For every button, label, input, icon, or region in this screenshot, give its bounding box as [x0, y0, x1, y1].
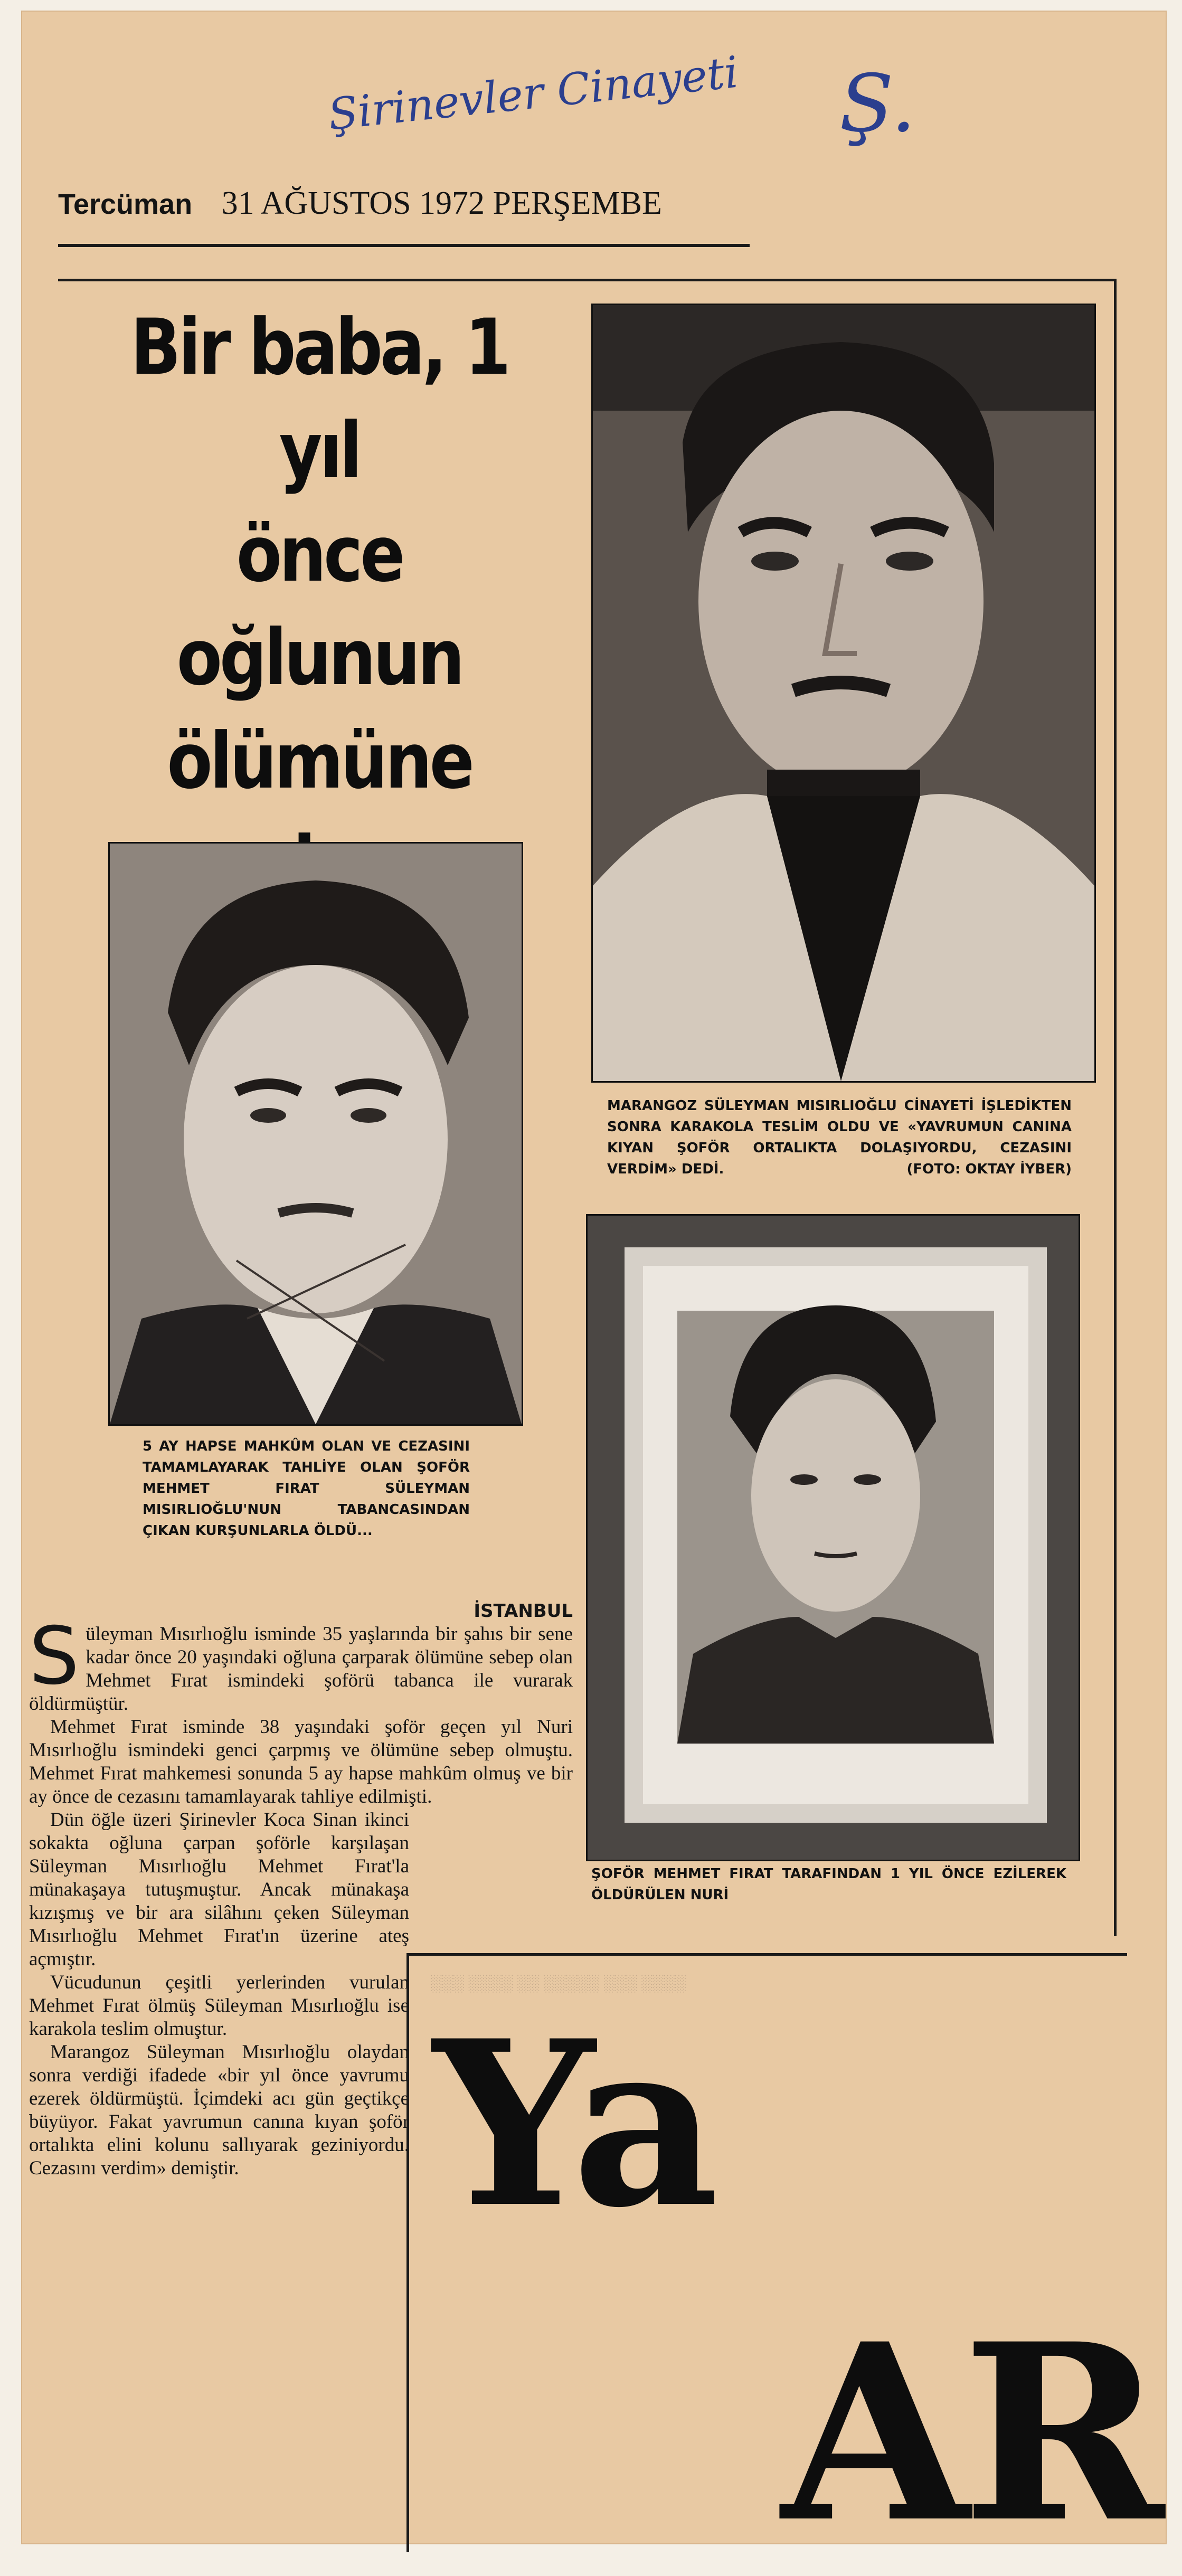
caption-mehmet: 5 AY HAPSE MAHKÛM OLAN VE CEZASINI TAMAMLAYARAK TAHLİYE OLAN ŞOFÖR MEHMET FIRAT SÜLEYMAN MISIRLIOĞLU'NUN TABANCASINDAN ÇIKAN KURŞUNLARLA ÖLDÜ... [143, 1438, 470, 1539]
issue-date: 31 AĞUSTOS 1972 PERŞEMBE [221, 185, 662, 221]
article-paragraph-text: üleyman Mısırlıoğlu isminde 35 yaşlarında bir şahıs bir sene kadar önce 20 yaşındaki oğluna çarparak ölümüne sebep olan Mehmet Fırat ismindeki şoförü tabanca ile vurarak öldürmüştür. [29, 1623, 573, 1715]
caption-nuri: ŞOFÖR MEHMET FIRAT TARAFINDAN 1 YIL ÖNCE EZİLEREK ÖLDÜRÜLEN NURİ [591, 1866, 1066, 1903]
article-paragraph: Dün öğle üzeri Şirinevler Koca Sinan ikinci sokakta oğluna çarpan şoförle karşılaşan Süleyman Mısırlıoğlu Mehmet Fırat'la münakaşaya tutuşmuştur. Ancak münakaşa kızışmış ve bir ara silâhını çeken Süleyman Mısırlıoğlu Mehmet Fırat'ın üzerine ateş açmıştır. [29, 1809, 409, 1970]
handwritten-note: Şirinevler Cinayeti [326, 47, 741, 140]
article-narrow-column [29, 1808, 409, 2180]
photo-suleyman [591, 304, 1096, 1083]
article-top-rule [58, 279, 1114, 281]
article-paragraph: Mehmet Fırat isminde 38 yaşındaki şoför geçen yıl Nuri Mısırlıoğlu ismindeki genci çarpmış ve ölümüne sebep olmuştu. Mehmet Fırat mahkemesi sonunda 5 ay hapse mahkûm olmuş ve bir ay önce de cezasını tamamlayarak tahliye edilmişti. [29, 1716, 573, 1807]
photo-credit: (FOTO: OKTAY İYBER) [906, 1161, 1072, 1177]
photo-nuri-framed [586, 1214, 1080, 1861]
adjacent-headline-fragment: Ya [433, 1991, 714, 2258]
masthead-dateline [58, 185, 744, 222]
photo-mehmet-firat [108, 842, 523, 1426]
handwritten-initial: Ş. [839, 58, 916, 150]
column-right-rule [1114, 279, 1117, 1936]
faded-text: ░░░ ░░░░ ░░ ░░░░░ ░░░ ░░░░ [430, 1975, 686, 1992]
newspaper-name: Tercüman [58, 188, 193, 220]
caption-suleyman [607, 1095, 1072, 1180]
article-paragraph: Marangoz Süleyman Mısırlıoğlu olaydan sonra verdiği ifadede «bir yıl önce yavrumu ezerek öldürmüştü. İçimdeki acı gün geçtikçe büyüyor. Fakat yavrumun canına kıyan şoför ortalıkta elini kolunu sallıyarak geziniyordu. Cezasını verdim» demiştir. [29, 2041, 409, 2179]
drop-cap: S [29, 1611, 80, 1702]
article-paragraph: Vücudunun çeşitli yerlerinden vurulan Mehmet Fırat ölmüş Süleyman Mısırlıoğlu ise karakola teslim olmuştur. [29, 1972, 409, 2040]
article-dateline-city: İSTANBUL [474, 1600, 573, 1622]
headline-line: ölümüne [167, 716, 472, 806]
headline-line: önce oğlunun [176, 509, 462, 703]
adjacent-headline-fragment: AR [781, 2291, 1157, 2576]
headline-line: Bir baba, 1 yıl [130, 302, 508, 496]
caption-text: MARANGOZ SÜLEYMAN MISIRLIOĞLU CİNAYETİ İŞLEDİKTEN SONRA KARAKOLA TESLİM OLDU VE «YAVRUMUN CANINA KIYAN ŞOFÖR ORTALIKTA DOLAŞIYORDU, CEZASINI VERDİM» DEDİ. [607, 1098, 1072, 1177]
dateline-rule [58, 244, 750, 247]
